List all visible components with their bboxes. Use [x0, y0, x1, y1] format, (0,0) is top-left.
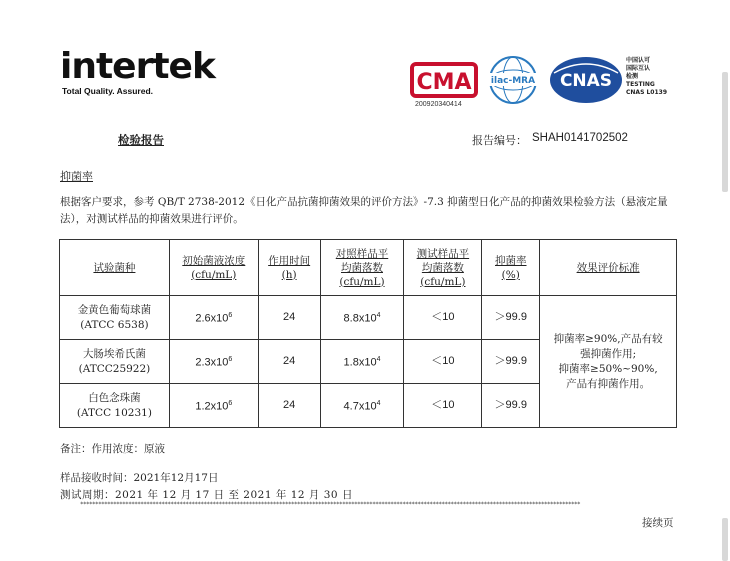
cell-criteria: 抑菌率≥90%,产品有较 强抑菌作用; 抑菌率≥50%~90%, 产品有抑菌作用。 [540, 296, 677, 428]
cell-test-colonies: ＜10 [404, 340, 482, 384]
scrollbar-upper[interactable] [722, 72, 728, 192]
results-table [59, 239, 677, 428]
cell-strain: 大肠埃希氏菌 (ATCC25922) [60, 340, 170, 384]
cell-control-colonies: $1.8x10^4$ [320, 340, 404, 384]
header-strain: 试验菌种 [60, 240, 170, 296]
cell-inhibition-rate: ＞99.9 [482, 340, 540, 384]
remark-note: 备注：作用浓度：原液 [60, 443, 165, 455]
intro-paragraph: 根据客户要求，参考 QB/T 2738-2012《日化产品抗菌抑菌效果的评价方法》-7.3 抑菌型日化产品的抑菌效果检验方法（悬液定量法），对测试样品的抑菌效果进行评价。 [60, 196, 668, 225]
ilac-mra-logo-icon [482, 54, 544, 106]
cell-initial-concentration: $2.3x10^6$ [169, 340, 258, 384]
section-title: 抑菌率 [60, 170, 93, 183]
header-action-time: 作用时间 (h) [258, 240, 320, 296]
scrollbar-lower[interactable] [722, 518, 728, 561]
sample-received-date: 样品接收时间：2021年12月17日 [60, 472, 219, 484]
report-number-label: 报告编号： [472, 134, 527, 147]
cell-inhibition-rate: ＞99.9 [482, 384, 540, 428]
table-header-row [60, 240, 677, 296]
cell-initial-concentration: $1.2x10^6$ [169, 384, 258, 428]
cell-control-colonies: $8.8x10^4$ [320, 296, 404, 340]
cnas-accreditation-text: 中国认可 国际互认 检测 TESTING CNAS L0139 [626, 57, 668, 96]
cnas-label: CNAS [559, 71, 613, 91]
header-criteria: 效果评价标准 [540, 240, 677, 296]
cell-action-time: 24 [258, 340, 320, 384]
report-title: 检验报告 [118, 133, 164, 147]
cell-initial-concentration: $2.6x10^6$ [169, 296, 258, 340]
cma-logo-icon [410, 60, 480, 100]
cma-number: 200920340414 [415, 101, 462, 108]
cell-inhibition-rate: ＞99.9 [482, 296, 540, 340]
header-inhibition-rate: 抑菌率 (%) [482, 240, 540, 296]
header-test-colonies: 测试样品平 均菌落数 (cfu/mL) [404, 240, 482, 296]
test-period: 测试周期：2021 年 12 月 17 日 至 2021 年 12 月 30 日 [60, 489, 353, 501]
intertek-tagline: Total Quality. Assured. [62, 86, 153, 96]
cell-test-colonies: ＜10 [404, 384, 482, 428]
cell-strain: 白色念珠菌 (ATCC 10231) [60, 384, 170, 428]
header-initial-concentration: 初始菌液浓度 (cfu/mL) [169, 240, 258, 296]
continued-page-label: 接续页 [642, 517, 674, 529]
cell-control-colonies: $4.7x10^4$ [320, 384, 404, 428]
header-control-colonies: 对照样品平 均菌落数 (cfu/mL) [320, 240, 404, 296]
table-row [60, 296, 677, 340]
asterisk-divider: ********************************************************************************************************************************************************************** [80, 501, 581, 508]
cell-strain: 金黄色葡萄球菌 (ATCC 6538) [60, 296, 170, 340]
cell-action-time: 24 [258, 384, 320, 428]
cell-action-time: 24 [258, 296, 320, 340]
ilac-label: ilac-MRA [490, 76, 536, 86]
intertek-logo: intertek [60, 46, 215, 87]
cma-label: CMA [416, 70, 472, 95]
cell-test-colonies: ＜10 [404, 296, 482, 340]
report-number: SHAH0141702502 [532, 132, 628, 144]
cnas-logo-icon [548, 55, 624, 105]
